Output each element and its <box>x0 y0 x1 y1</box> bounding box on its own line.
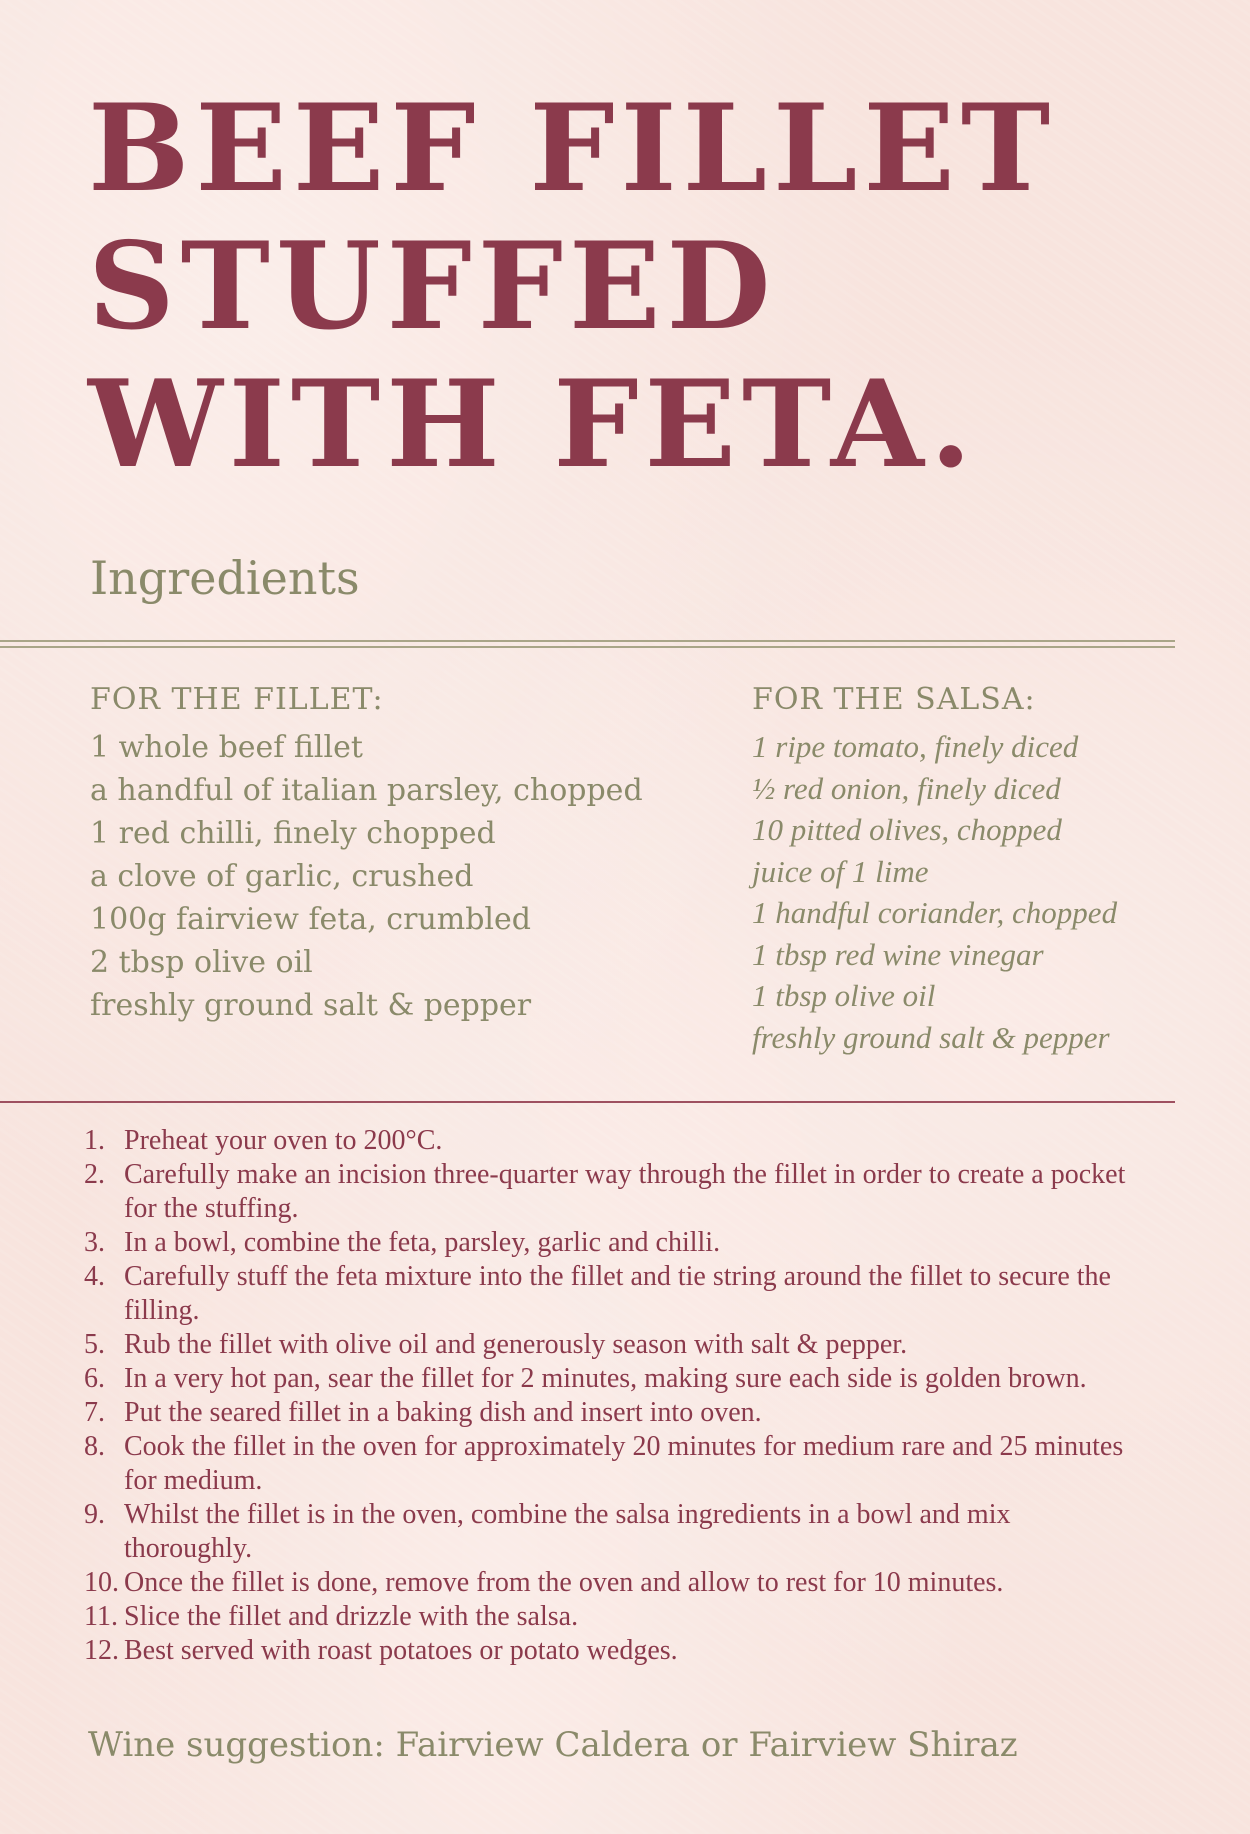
double-divider <box>0 640 1175 648</box>
title-line-3: WITH FETA. <box>88 354 978 495</box>
step-text: Slice the fillet and drizzle with the salsa. <box>124 1601 579 1632</box>
step-number: 10. <box>84 1567 119 1598</box>
step-item <box>84 1124 1144 1158</box>
ingredient-item: 1 tbsp olive oil <box>752 978 936 1013</box>
ingredient-item: 100g fairview feta, crumbled <box>90 902 531 937</box>
step-number: 2. <box>84 1159 105 1190</box>
ingredient-item: freshly ground salt & pepper <box>752 1019 1110 1055</box>
ingredient-item: 1 ripe tomato, finely diced <box>752 729 1079 764</box>
salsa-heading: FOR THE SALSA: <box>752 682 1036 717</box>
step-item <box>84 1328 1144 1362</box>
step-text: Put the seared fillet in a baking dish and insert into oven. <box>124 1397 762 1428</box>
step-text: Preheat your oven to 200°C. <box>124 1125 443 1156</box>
ingredient-item: 1 tbsp red wine vinegar <box>752 936 1044 972</box>
step-item <box>84 1430 1144 1498</box>
step-item <box>84 1634 1144 1668</box>
recipe-title <box>88 80 1168 494</box>
fillet-ingredients <box>90 680 710 1027</box>
step-item <box>84 1158 1144 1226</box>
step-text: Once the fillet is done, remove from the oven and allow to rest for 10 minutes. <box>124 1567 1004 1598</box>
fillet-ingredient-list <box>90 726 710 1027</box>
salsa-ingredient-list <box>752 726 1172 1058</box>
step-item <box>84 1362 1144 1396</box>
step-text: Rub the fillet with olive oil and generously season with salt & pepper. <box>124 1329 908 1360</box>
step-text: Whilst the fillet is in the oven, combine the salsa ingredients in a bowl and mix thoroughly. <box>124 1499 1011 1564</box>
step-item <box>84 1226 1144 1260</box>
fillet-heading: FOR THE FILLET: <box>90 682 384 717</box>
step-number: 12. <box>84 1635 119 1666</box>
step-text: Cook the fillet in the oven for approximately 20 minutes for medium rare and 25 minutes for medium. <box>124 1431 1124 1496</box>
ingredient-item: 2 tbsp olive oil <box>90 945 313 980</box>
ingredient-item: a clove of garlic, crushed <box>90 859 474 894</box>
ingredient-item: 10 pitted olives, chopped <box>752 812 1062 847</box>
step-item <box>84 1396 1144 1430</box>
title-line-2: STUFFED <box>88 216 777 357</box>
step-text: In a very hot pan, sear the fillet for 2 minutes, making sure each side is golden brown. <box>124 1363 1087 1394</box>
step-item <box>84 1600 1144 1634</box>
step-text: Best served with roast potatoes or potato wedges. <box>124 1635 678 1666</box>
step-number: 9. <box>84 1499 105 1530</box>
ingredient-item: freshly ground salt & pepper <box>90 988 532 1023</box>
step-number: 5. <box>84 1329 105 1360</box>
step-item <box>84 1498 1144 1566</box>
ingredient-item: 1 whole beef fillet <box>90 730 363 765</box>
method-steps <box>84 1124 1144 1668</box>
ingredients-heading: Ingredients <box>90 551 360 605</box>
step-item <box>84 1260 1144 1328</box>
ingredient-item: 1 red chilli, finely chopped <box>90 816 496 851</box>
step-number: 11. <box>84 1601 118 1632</box>
step-number: 1. <box>84 1125 105 1156</box>
ingredient-item: ½ red onion, finely diced <box>752 770 1061 806</box>
step-number: 8. <box>84 1431 105 1462</box>
step-text: In a bowl, combine the feta, parsley, garlic and chilli. <box>124 1227 721 1258</box>
step-text: Carefully make an incision three-quarter way through the fillet in order to create a pocket for the stuffing. <box>124 1159 1126 1224</box>
divider <box>0 1101 1175 1103</box>
step-number: 3. <box>84 1227 105 1258</box>
step-text: Carefully stuff the feta mixture into the fillet and tie string around the fillet to secure the filling. <box>124 1261 1111 1326</box>
step-item <box>84 1566 1144 1600</box>
salsa-ingredients <box>752 680 1172 1058</box>
step-number: 6. <box>84 1363 105 1394</box>
ingredient-item: a handful of italian parsley, chopped <box>90 773 643 808</box>
ingredient-item: juice of 1 lime <box>752 853 929 889</box>
ingredient-item: 1 handful coriander, chopped <box>752 895 1118 930</box>
step-number: 4. <box>84 1261 105 1292</box>
wine-suggestion: Wine suggestion: Fairview Caldera or Fairview Shiraz <box>88 1725 1018 1765</box>
step-number: 7. <box>84 1397 105 1428</box>
title-line-1: BEEF FILLET <box>88 78 1057 219</box>
